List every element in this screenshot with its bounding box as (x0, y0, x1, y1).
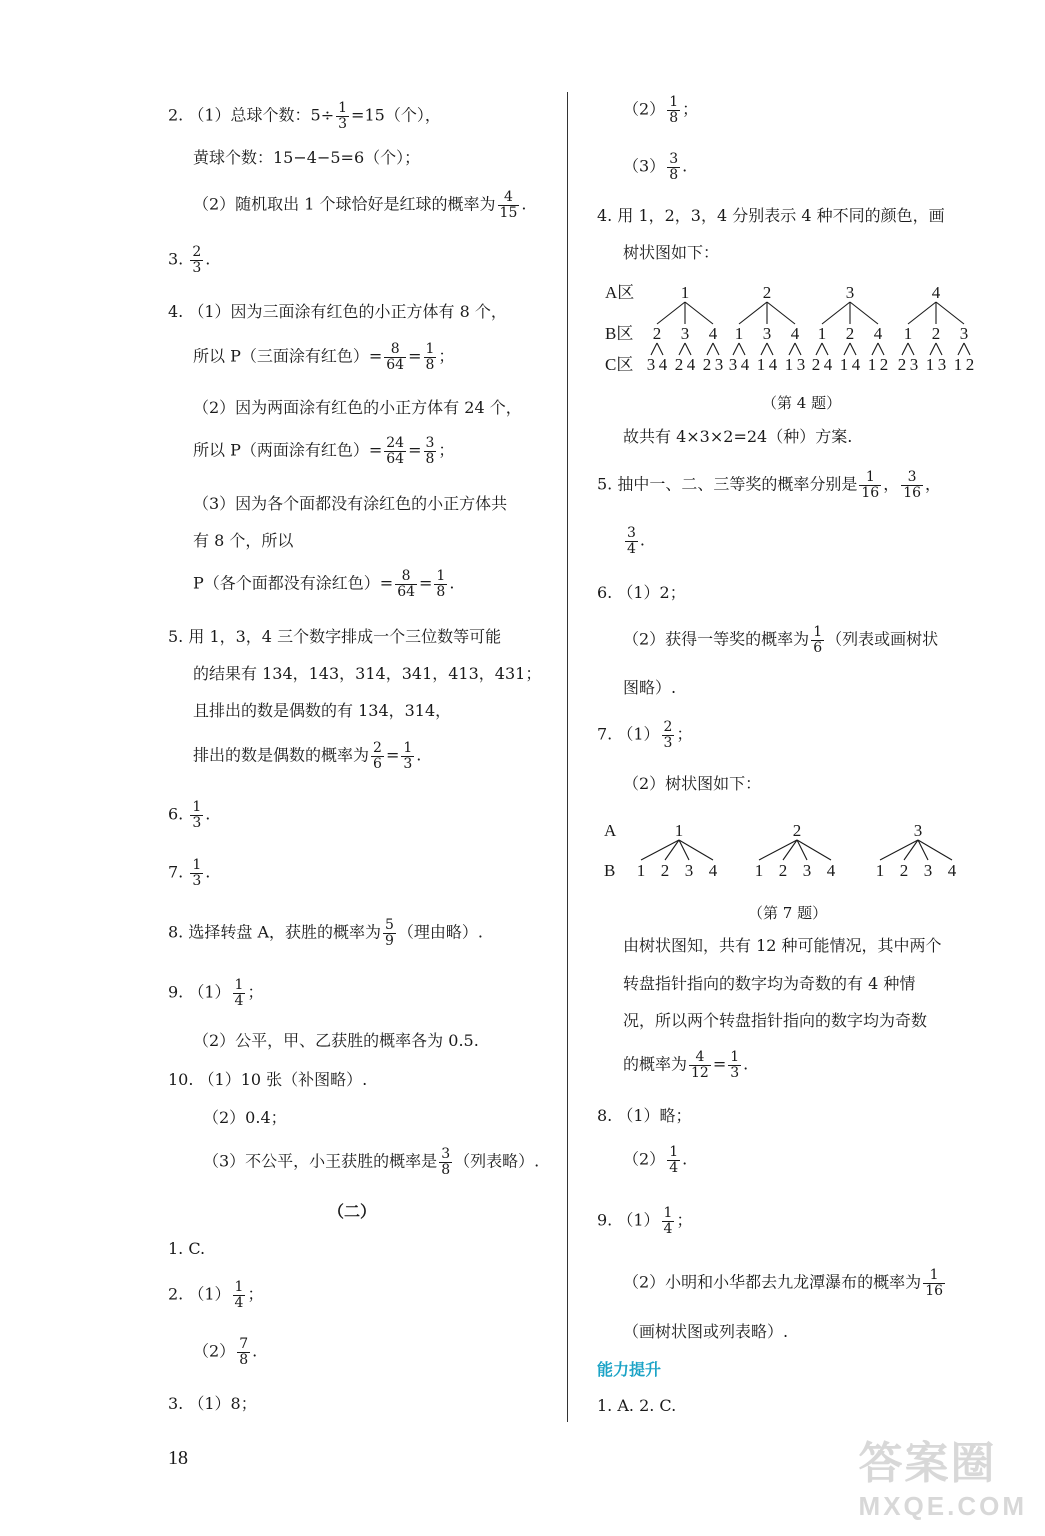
tree-branch (789, 343, 795, 355)
fraction: $\frac{1}{3}$ (730, 1049, 740, 1081)
r-q6-part3: 图略）. (623, 678, 677, 697)
tree-node-b: 2 (845, 324, 855, 343)
tree-row-label: B区 (605, 324, 634, 343)
r-q9-part3: （画树状图或列表略）. (623, 1322, 789, 1341)
tree-node-b: 3 (680, 324, 690, 343)
tree-node-c: 2 (702, 355, 712, 374)
final-answers: 1. A. 2. C. (597, 1396, 677, 1415)
tree-node-b: 4 (873, 324, 883, 343)
tree-node-a: 2 (792, 821, 802, 840)
tree-node-c: 3 (796, 355, 806, 374)
tree-node-c: 1 (839, 355, 849, 374)
tree-node-c: 4 (851, 355, 861, 374)
tree-node-b: 2 (660, 861, 670, 880)
q5-line2: 的结果有 134，143，314，341，413，431； (193, 664, 542, 683)
tree-branch (685, 302, 713, 324)
q4-part2: （2）因为两面涂有红色的小正方体有 24 个， (193, 398, 522, 417)
tree-node-a: 1 (680, 283, 690, 302)
tree-branch (679, 343, 685, 355)
tree-node-c: 3 (909, 355, 919, 374)
tree-branch (850, 343, 856, 355)
q10-part1: 10. （1）10 张（补图略）. (168, 1070, 368, 1089)
fraction: $\frac{24}{64}$ (386, 435, 405, 467)
fraction: $\frac{1}{4}$ (663, 1205, 673, 1237)
q8: 8. 选择转盘 A，获胜的概率为 $\frac{5}{9}$ （理由略）. (168, 917, 484, 949)
tree-node-c: 2 (965, 355, 975, 374)
fraction: $\frac{2}{6}$ (373, 740, 382, 772)
tree-node-c: 3 (714, 355, 724, 374)
r-q7-part1: 7. （1） $\frac{2}{3}$ ； (597, 719, 693, 751)
tree-branch (767, 302, 795, 324)
q10-part2: （2）0.4； (203, 1108, 287, 1127)
tree-node-c: 4 (686, 355, 696, 374)
q5-line4: 排出的数是偶数的概率为 $\frac{2}{6}$ = $\frac{1}{3}$ . (193, 740, 422, 772)
column-divider (567, 92, 568, 1422)
r-q7-part2: （2）树状图如下： (623, 774, 762, 793)
tree-branch (739, 302, 767, 324)
q6: 6. $\frac{1}{3}$ . (168, 799, 211, 831)
q4-part3: （3）因为各个面都没有涂红色的小正方体共 (193, 494, 508, 513)
tree-node-b: 1 (817, 324, 827, 343)
fraction: $\frac{3}{8}$ (669, 151, 679, 183)
r-q7-line3: 由树状图知，共有 12 种可能情况，其中两个 (623, 936, 942, 955)
r-q8-part2: （2） $\frac{1}{4}$ . (623, 1144, 688, 1176)
tree-node-c: 1 (953, 355, 963, 374)
tree-node-b: 2 (931, 324, 941, 343)
q3: 3. $\frac{2}{3}$ . (168, 244, 211, 276)
tree-branch (902, 343, 908, 355)
tree-diagram-q4 (605, 282, 985, 382)
r-q9-part2: （2）小明和小华都去九龙潭瀑布的概率为 $\frac{1}{16}$ (623, 1267, 944, 1299)
tree-branch (783, 840, 797, 860)
q4-part3-result: P（各个面都没有涂红色）= $\frac{8}{64}$ = $\frac{1}{8}$ . (193, 568, 455, 600)
r-q5-line1: 5. 抽中一、二、三等奖的概率分别是 $\frac{1}{16}$ ， $\frac{3}{16}$ ， (597, 469, 942, 501)
tree-branch (904, 840, 918, 860)
q2-yellow: 黄球个数：15−4−5=6（个）； (193, 148, 421, 167)
r-q8-part1: 8. （1）略； (597, 1106, 692, 1125)
tree-branch (844, 343, 850, 355)
tree-node-b: 1 (754, 861, 764, 880)
r-q9-part1: 9. （1） $\frac{1}{4}$ ； (597, 1205, 693, 1237)
q2-part2: （2）随机取出 1 个球恰好是红球的概率为 $\frac{4}{15}$ . (193, 189, 527, 221)
r-q3-part3: （3） $\frac{3}{8}$ . (623, 151, 688, 183)
fraction: $\frac{2}{3}$ (192, 244, 202, 276)
tree-node-b: 1 (734, 324, 744, 343)
r-q4-line2: 树状图如下： (623, 243, 720, 262)
tree-branch (822, 343, 828, 355)
fraction: $\frac{8}{64}$ (397, 568, 416, 600)
tree-branch (651, 343, 657, 355)
tree-node-c: 4 (658, 355, 668, 374)
tree-node-c: 2 (897, 355, 907, 374)
tree-node-c: 3 (646, 355, 656, 374)
figure-caption-q7: （第 7 题） (748, 904, 828, 922)
tree-node-b: 3 (959, 324, 969, 343)
s2-q1: 1. C. (168, 1239, 206, 1258)
fraction: $\frac{1}{16}$ (925, 1267, 944, 1299)
fraction: $\frac{3}{8}$ (425, 435, 435, 467)
q4-part2-result: 所以 P（两面涂有红色）= $\frac{24}{64}$ = $\frac{3}{8}$ ； (193, 435, 455, 467)
tree-node-c: 1 (867, 355, 877, 374)
tree-node-c: 1 (756, 355, 766, 374)
r-q7-line5: 况，所以两个转盘指针指向的数字均为奇数 (623, 1011, 928, 1030)
s2-q3-part1: 3. （1）8； (168, 1394, 257, 1413)
fraction: $\frac{1}{8}$ (669, 94, 679, 126)
tree-branch (657, 343, 663, 355)
tree-branch (707, 343, 713, 355)
tree-node-c: 3 (937, 355, 947, 374)
fraction: $\frac{1}{8}$ (436, 568, 446, 600)
tree-node-c: 3 (728, 355, 738, 374)
r-q6-part2: （2）获得一等奖的概率为 $\frac{1}{6}$ （列表或画树状 (623, 624, 939, 656)
tree-branch (908, 343, 914, 355)
tree-node-c: 4 (768, 355, 778, 374)
tree-node-c: 1 (925, 355, 935, 374)
fraction: $\frac{2}{3}$ (663, 719, 673, 751)
q9-part2: （2）公平，甲、乙获胜的概率各为 0.5. (193, 1031, 479, 1050)
r-q3-part2: （2） $\frac{1}{8}$ ； (623, 94, 699, 126)
tree-node-b: 1 (903, 324, 913, 343)
tree-node-c: 2 (879, 355, 889, 374)
tree-node-a: 2 (762, 283, 772, 302)
figure-caption-q4: （第 4 题） (762, 394, 842, 412)
tree-row-label: A (604, 821, 617, 840)
section-heading-2: （二） (328, 1202, 377, 1221)
fraction: $\frac{8}{64}$ (386, 341, 405, 373)
fraction: $\frac{1}{3}$ (192, 799, 202, 831)
fraction: $\frac{4}{15}$ (499, 189, 518, 221)
fraction: $\frac{1}{4}$ (234, 977, 244, 1009)
tree-node-b: 3 (762, 324, 772, 343)
r-q4-line1: 4. 用 1，2，3，4 分别表示 4 种不同的颜色，画 (597, 206, 945, 225)
r-q6-part1: 6. （1）2； (597, 583, 686, 602)
tree-node-a: 3 (913, 821, 923, 840)
tree-node-c: 4 (823, 355, 833, 374)
q2-part1: 2. （1）总球个数：5÷ $\frac{1}{3}$ =15（个）， (168, 100, 441, 132)
tree-branch (795, 343, 801, 355)
page-number: 18 (168, 1447, 188, 1469)
watermark-text: 答案圈 (858, 1439, 997, 1488)
tree-branch (878, 343, 884, 355)
tree-branch (936, 343, 942, 355)
r-q4-line3: 故共有 4×3×2=24（种）方案. (623, 427, 853, 446)
tree-node-b: 3 (802, 861, 812, 880)
tree-node-c: 1 (784, 355, 794, 374)
fraction: $\frac{3}{4}$ (627, 525, 636, 557)
s2-q2-part2: （2） $\frac{7}{8}$ . (193, 1336, 258, 1368)
watermark-url: MXQE.COM (858, 1491, 1027, 1521)
fraction: $\frac{1}{16}$ (861, 469, 880, 501)
tree-node-a: 4 (931, 283, 941, 302)
watermark-logo (859, 1427, 1027, 1522)
tree-branch (759, 840, 797, 860)
q9-part1: 9. （1） $\frac{1}{4}$ ； (168, 977, 264, 1009)
tree-branch (850, 302, 878, 324)
tree-node-b: 2 (778, 861, 788, 880)
fraction: $\frac{1}{3}$ (192, 857, 202, 889)
tree-node-c: 2 (811, 355, 821, 374)
tree-node-b: 4 (947, 861, 957, 880)
fraction: $\frac{3}{8}$ (441, 1146, 451, 1178)
tree-node-b: 4 (708, 861, 718, 880)
tree-branch (964, 343, 970, 355)
q10-part3: （3）不公平，小王获胜的概率是 $\frac{3}{8}$ （列表略）. (203, 1146, 540, 1178)
tree-branch (822, 302, 850, 324)
tree-branch (713, 343, 719, 355)
tree-branch (767, 343, 773, 355)
q4-part1: 4. （1）因为三面涂有红色的小正方体有 8 个， (168, 302, 507, 321)
tree-branch (880, 840, 918, 860)
section-heading-ability: 能力提升 (597, 1360, 662, 1379)
q5-line3: 且排出的数是偶数的有 134，314， (193, 701, 452, 720)
tree-node-b: 4 (708, 324, 718, 343)
tree-node-b: 4 (790, 324, 800, 343)
tree-row-label: A区 (605, 283, 635, 302)
tree-node-b: 2 (652, 324, 662, 343)
tree-node-a: 3 (845, 283, 855, 302)
tree-node-b: 3 (923, 861, 933, 880)
tree-node-b: 1 (636, 861, 646, 880)
tree-branch (685, 343, 691, 355)
q4-part1-result: 所以 P（三面涂有红色）= $\frac{8}{64}$ = $\frac{1}{8}$ ； (193, 341, 455, 373)
fraction: $\frac{1}{3}$ (338, 100, 348, 132)
tree-branch (641, 840, 679, 860)
tree-node-b: 1 (875, 861, 885, 880)
tree-node-b: 4 (826, 861, 836, 880)
s2-q2-part1: 2. （1） $\frac{1}{4}$ ； (168, 1279, 264, 1311)
q4-part3-cont: 有 8 个，所以 (193, 531, 294, 550)
tree-node-a: 1 (674, 821, 684, 840)
tree-branch (872, 343, 878, 355)
tree-branch (816, 343, 822, 355)
fraction: $\frac{7}{8}$ (239, 1336, 249, 1368)
tree-branch (958, 343, 964, 355)
fraction: $\frac{5}{9}$ (385, 917, 394, 949)
tree-branch (761, 343, 767, 355)
tree-row-label: C区 (605, 355, 634, 374)
tree-branch (936, 302, 964, 324)
tree-node-c: 4 (740, 355, 750, 374)
tree-row-label: B (604, 861, 616, 880)
r-q7-line6: 的概率为 $\frac{4}{12}$ = $\frac{1}{3}$ . (623, 1049, 749, 1081)
tree-branch (657, 302, 685, 324)
tree-node-b: 2 (899, 861, 909, 880)
tree-node-c: 2 (674, 355, 684, 374)
fraction: $\frac{1}{4}$ (669, 1144, 679, 1176)
r-q5-line2: $\frac{3}{4}$ . (627, 525, 646, 557)
tree-branch (908, 302, 936, 324)
tree-branch (733, 343, 739, 355)
fraction: $\frac{1}{4}$ (234, 1279, 244, 1311)
tree-branch (665, 840, 679, 860)
fraction: $\frac{1}{6}$ (813, 624, 823, 656)
q5-line1: 5. 用 1，3，4 三个数字排成一个三位数等可能 (168, 627, 502, 646)
fraction: $\frac{4}{12}$ (691, 1049, 709, 1081)
tree-node-b: 3 (684, 861, 694, 880)
tree-branch (930, 343, 936, 355)
tree-diagram-q7 (598, 818, 978, 884)
fraction: $\frac{1}{3}$ (403, 740, 413, 772)
r-q7-line4: 转盘指针指向的数字均为奇数的有 4 种情 (623, 974, 916, 993)
q7: 7. $\frac{1}{3}$ . (168, 857, 211, 889)
tree-branch (739, 343, 745, 355)
fraction: $\frac{1}{8}$ (425, 341, 435, 373)
fraction: $\frac{3}{16}$ (903, 469, 922, 501)
